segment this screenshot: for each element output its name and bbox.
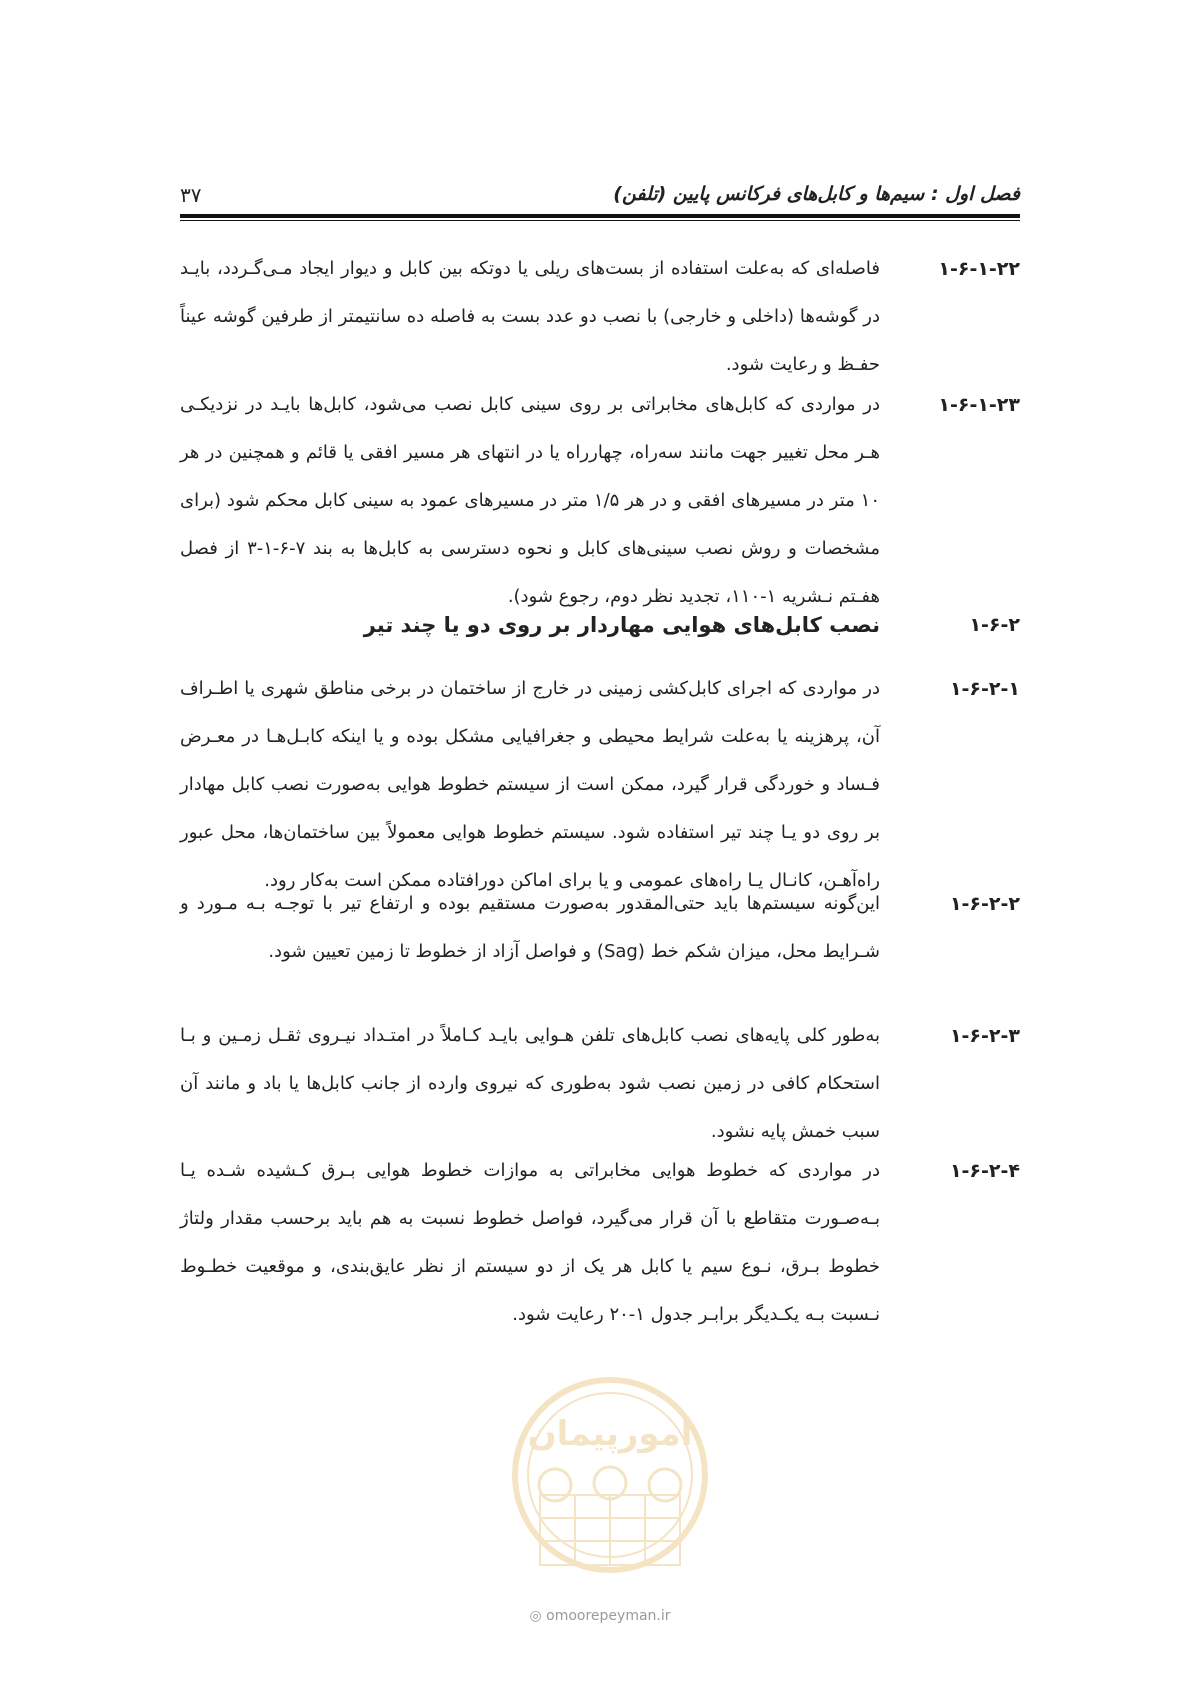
globe-icon: ◎ xyxy=(529,1608,542,1624)
section-1-6-1-23 xyxy=(180,381,1020,621)
watermark-logo xyxy=(485,1365,735,1595)
header-rule-thick xyxy=(180,214,1020,218)
section-number: ۱-۶-۱-۲۲ xyxy=(938,258,1020,280)
section-number: ۱-۶-۲-۱ xyxy=(949,678,1020,700)
section-heading: نصب کابل‌های هوایی مهاردار بر روی دو یا چند تیر xyxy=(363,613,880,637)
watermark-url-text: omoorepeyman.ir xyxy=(546,1608,671,1624)
section-text: در مواردی که خطوط هوایی مخابراتی به موازات خطوط هوایی بـرق کـشیده شـده یـا بـه‌صـورت متقاطع با آن قرار می‌گیرد، فواصل خطوط نسبت به هم باید برحسب مقدار ولتاژ خطوط بـرق، نـوع سیم یا کابل هر یک از دو سیستم از نظر عایق‌بندی، و موقعیت خطـوط نـسبت بـه یکـدیگر برابـر جدول ۱-۲۰ رعایت شود. xyxy=(180,1160,880,1325)
page-header xyxy=(180,183,1020,213)
section-1-6-2-2 xyxy=(180,880,1020,976)
section-number: ۱-۶-۲-۴ xyxy=(949,1160,1020,1182)
page-number: ۳۷ xyxy=(180,183,202,207)
watermark-logo-text: امورپیمان xyxy=(527,1414,693,1454)
section-heading-1-6-2 xyxy=(180,605,1020,645)
section-text: این‌گونه سیستم‌ها باید حتی‌المقدور به‌صورت مستقیم بوده و ارتفاع تیر با توجـه بـه مـورد و شـرایط محل، میزان شکم خط (Sag) و فواصل آزاد از خطوط تا زمین تعیین شود. xyxy=(180,893,880,962)
section-text: در مواردی که اجرای کابل‌کشی زمینی در خارج از ساختمان در برخی مناطق شهری یا اطـراف آن، پرهزینه یا به‌علت شرایط محیطی و جغرافیایی مشکل بوده و یا اینکه کابـل‌هـا در معـرض فـساد و خوردگی قرار گیرد، ممکن است از سیستم خطوط هوایی به‌صورت نصب کابل مهادار بر روی دو یـا چند تیر استفاده شود. سیستم خطوط هوایی معمولاً بین ساختمان‌ها، محل عبور راه‌آهـن، کانـال یـا راه‌های عمومی و یا برای اماکن دورافتاده ممکن است به‌کار رود. xyxy=(180,678,880,891)
section-text: به‌طور کلی پایه‌های نصب کابل‌های تلفن هـوایی بایـد کـاملاً در امتـداد نیـروی ثقـل زمـین و بـا استحکام کافی در زمین نصب شود به‌طوری که نیروی وارده از جانب کابل‌ها یا باد و مانند آن سبب خمش پایه نشود. xyxy=(180,1025,880,1142)
section-number: ۱-۶-۲ xyxy=(969,614,1020,636)
section-number: ۱-۶-۱-۲۳ xyxy=(938,394,1020,416)
section-text: فاصله‌ای که به‌علت استفاده از بست‌های ریلی یا دوتکه بین کابل و دیوار ایجاد مـی‌گـردد، بایـد در گوشه‌ها (داخلی و خارجی) با نصب دو عدد بست به فاصله ده سانتیمتر از طرفین گوشه عیناً حفـظ و رعایت شود. xyxy=(180,258,880,375)
section-text: در مواردی که کابل‌های مخابراتی بر روی سینی کابل نصب می‌شود، کابل‌ها بایـد در نزدیکـی هـر محل تغییر جهت مانند سه‌راه، چهارراه یا در انتهای هر مسیر افقی یا قائم و همچنین در هر ۱۰ متر در مسیرهای افقی و در هر ۱/۵ متر در مسیرهای عمود به سینی کابل محکم شود (برای مشخصات و روش نصب سینی‌های کابل و نحوه دسترسی به کابل‌ها به بند ۷-۶-۱-۳ از فصل هفـتم نـشریه ۱-۱۱۰، تجدید نظر دوم، رجوع شود). xyxy=(180,394,880,607)
watermark-gear-right-icon xyxy=(649,1469,681,1501)
section-1-6-2-3 xyxy=(180,1012,1020,1156)
header-rule-thin xyxy=(180,220,1020,221)
section-1-6-1-22 xyxy=(180,245,1020,389)
watermark-gear-left-icon xyxy=(539,1469,571,1501)
section-number: ۱-۶-۲-۳ xyxy=(949,1025,1020,1047)
watermark-url xyxy=(490,1608,710,1624)
section-1-6-2-4 xyxy=(180,1147,1020,1339)
chapter-title: فصل اول : سیم‌ها و کابل‌های فرکانس پایین (تلفن) xyxy=(613,183,1020,205)
section-number: ۱-۶-۲-۲ xyxy=(949,893,1020,915)
section-1-6-2-1 xyxy=(180,665,1020,905)
